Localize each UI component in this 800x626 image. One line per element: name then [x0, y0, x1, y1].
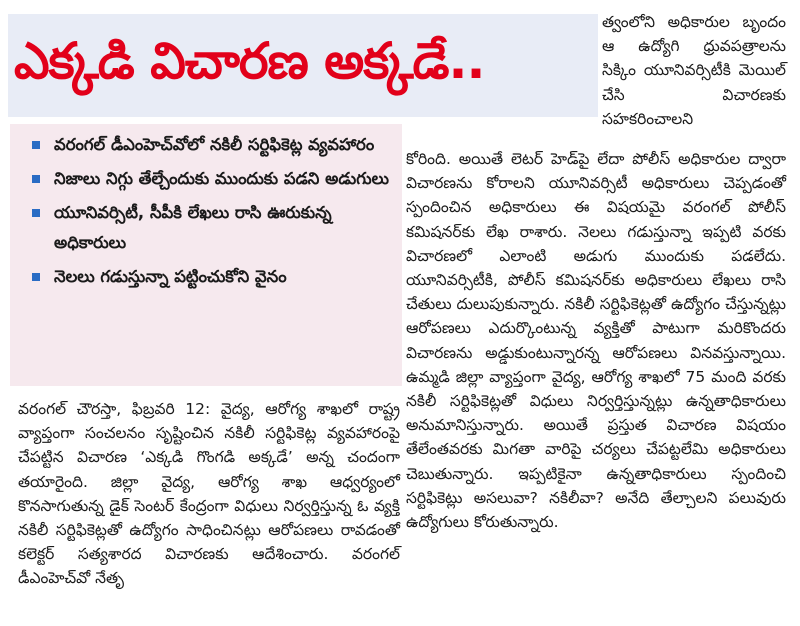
- highlights-box: [10, 124, 402, 386]
- highlight-text: వరంగల్ డీఎంహెచ్‌వోలో నకిలీ సర్టిఫికెట్ల వ్యవహారం: [54, 135, 375, 154]
- highlight-item: [10, 130, 402, 160]
- highlight-item: [10, 164, 402, 194]
- bullet-square-icon: [32, 209, 40, 217]
- headline: ఎక్కడి విచారణ అక్కడే..: [14, 32, 485, 90]
- article-text-right-main: కోరింది. అయితే లెటర్ హెడ్‌పై లేదా పోలీస్ అధికారుల ద్వారా విచారణను కోరాలని యూనివర్సిటీ అధికారులు చెప్పడంతో స్పందించిన అధికారులు ఈ విషయమై వరంగల్ పోలీస్ కమిషనర్‌కు లేఖ రాశారు. నెలలు గడుస్తున్నా ఇప్పటి వరకు విచారణలో ఎలాంటి అడుగు ముందుకు పడలేదు. యూనివర్సిటీకి, పోలీస్ కమిషనర్‌కు అధికారులు లేఖలు రాసి చేతులు దులుపుకున్నారు. నకిలీ సర్టిఫికెట్లతో ఉద్యోగం చేస్తున్నట్లు ఆరోపణలు ఎదుర్కొంటున్న వ్యక్తితో పాటుగా మరికొందరు విచారణను అడ్డుకుంటున్నారన్న ఆరోపణలు వినవస్తున్నాయి. ఉమ్మడి జిల్లా వ్యాప్తంగా వైద్య, ఆరోగ్య శాఖలో 75 మంది వరకు నకిలీ సర్టిఫికెట్లతో విధులు నిర్వర్తిస్తున్నట్లు ఉన్నతాధికారులు అనుమానిస్తున్నారు. అయితే ప్రస్తుత విచారణ విషయం తేలేంతవరకు మిగతా వారిపై చర్యలు చేపట్టలేమి అధికారులు చెబుతున్నారు. ఇప్పటికైనా ఉన్నతాధికారులు స్పందించి సర్టిఫికెట్లు అసలువా? నకిలీవా? అనేది తేల్చాలని పలువురు ఉద్యోగులు కోరుతున్నారు.: [406, 150, 786, 532]
- highlights-list: [10, 124, 402, 292]
- bullet-square-icon: [32, 273, 40, 281]
- highlight-text: నెలలు గడుస్తున్నా పట్టించుకోని వైనం: [54, 267, 287, 286]
- article-text-right-top: త్వంలోని అధికారుల బృందం ఆ ఉద్యోగి ధ్రువపత్రాలను సిక్కిం యూనివర్సిటీకి మెయిల్ చేసి విచారణకు సహకరించాలని: [602, 13, 786, 128]
- highlight-item: [10, 262, 402, 292]
- bullet-square-icon: [32, 175, 40, 183]
- article-text-left: వరంగల్ చౌరస్తా, ఫిబ్రవరి 12: వైద్య, ఆరోగ్య శాఖలో రాష్ట్ర వ్యాప్తంగా సంచలనం సృష్టించిన నకిలీ సర్టిఫికెట్ల వ్యవహారంపై చేపట్టిన విచారణ ‘ఎక్కడి గొంగడి అక్కడే’ అన్న చందంగా తయారైంది. జిల్లా వైద్య, ఆరోగ్య శాఖ ఆధ్వర్యంలో కొనసాగుతున్న డైక్ సెంటర్ కేంద్రంగా విధులు నిర్వర్తిస్తున్న ఓ వ్యక్తి నకిలీ సర్టిఫికెట్లతో ఉద్యోగం సాధించినట్లు ఆరోపణలు రావడంతో కలెక్టర్ సత్యశారద విచారణకు ఆదేశించారు. వరంగల్ డీఎంహెచ్‌వో నేతృ: [18, 400, 400, 588]
- bullet-square-icon: [32, 141, 40, 149]
- highlight-text: నిజాలు నిగ్గు తేల్చేందుకు ముందుకు పడని అడుగులు: [54, 169, 389, 188]
- highlight-item: [10, 198, 402, 258]
- highlight-text: యూనివర్సిటీ, సీపీకి లేఖలు రాసి ఊరుకున్న అధికారులు: [54, 203, 332, 252]
